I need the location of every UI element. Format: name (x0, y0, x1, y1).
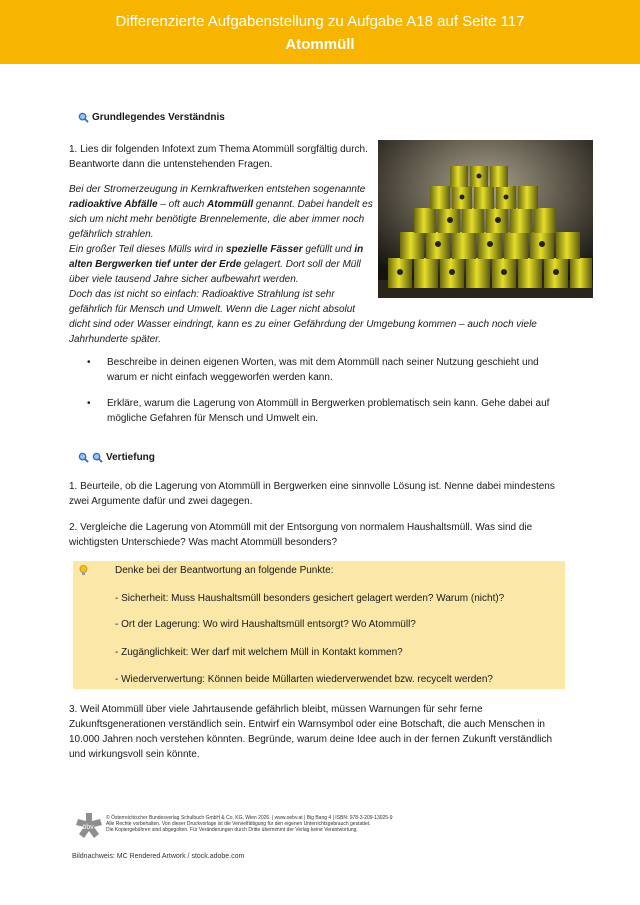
image-credit: Bildnachweis: MC Rendered Artwork / stock.adobe.com (72, 853, 245, 860)
lightbulb-icon (79, 565, 88, 577)
bullet-item (107, 396, 552, 426)
header-subtitle: Atommüll (285, 36, 355, 53)
info-line: alten Bergwerken tief unter der Erde gelagert. Dort soll der Müll (69, 259, 361, 270)
section-basic-label: Grundlegendes Verständnis (92, 112, 225, 123)
question-line: wichtigsten Unterschiede? Was macht Atommüll besonders? (69, 537, 338, 548)
info-line: über viele tausend Jahre sicher aufbewahrt werden. (69, 274, 299, 285)
intro-line: 1. Lies dir folgenden Infotext zum Thema Atommüll sorgfältig durch. (69, 144, 368, 155)
task3-line: und wirkungsvoll sein könnte. (69, 749, 200, 760)
copyright-line: Alle Rechte vorbehalten. Von dieser Druckvorlage ist die Vervielfältigung für den eigenen Unterrichtsgebrauch gestattet. (106, 821, 371, 827)
magnifier-icon (92, 452, 103, 463)
question-line: 1. Beurteile, ob die Lagerung von Atommüll in Bergwerken eine sinnvolle Lösung ist. Nenne dabei mindestens (69, 481, 555, 492)
info-line: sich um nicht mehr benötigte Brennelemente, die aber immer noch (69, 214, 365, 225)
hint-point: - Sicherheit: Muss Haushaltsmüll besonders gesichert gelagert werden? Warum (nicht)? (115, 593, 505, 604)
info-line: radioaktive Abfälle – oft auch Atommüll genannt. Dabei handelt es (69, 199, 373, 210)
copyright-line: © Österreichischer Bundesverlag Schulbuch GmbH & Co. KG, Wien 2026. | www.oebv.at | Big Bang 4 | ISBN: 978-3-209-13025-9 (106, 815, 393, 821)
task3-line: 3. Weil Atommüll über viele Jahrtausende gefährlich bleibt, müssen Warnungen für sehr ferne (69, 704, 483, 715)
page-header (0, 0, 640, 64)
bullet-line: Beschreibe in deinen eigenen Worten, was mit dem Atommüll nach seiner Nutzung geschieht und (107, 357, 539, 368)
info-line: gefährlich für Mensch und Umwelt. Wenn die Lager nicht absolut (69, 304, 356, 315)
bullet-line: mögliche Gefahren für Mensch und Umwelt ein. (107, 413, 319, 424)
hint-heading: Denke bei der Beantwortung an folgende Punkte: (115, 565, 334, 576)
hint-box (73, 561, 565, 689)
task1-intro (69, 142, 368, 172)
task2-q1 (69, 479, 555, 509)
hint-point: - Wiederverwertung: Können beide Müllarten wiederverwendet bzw. recycelt werden? (115, 674, 493, 685)
section-deepening-title (78, 452, 155, 463)
info-line: gefährlich strahlen. (69, 229, 154, 240)
section-deepening-label: Vertiefung (106, 452, 155, 463)
info-line: dicht sind oder Wasser eindringt, kann es zu einer Gefährdung der Umgebung kommen – auch noch viele (69, 319, 537, 330)
bullet-item (107, 355, 552, 385)
hint-point: - Ort der Lagerung: Wo wird Haushaltsmüll entsorgt? Wo Atommüll? (115, 619, 416, 630)
bullet-dot: • (87, 398, 91, 409)
header-title: Differenzierte Aufgabenstellung zu Aufgabe A18 auf Seite 117 (115, 13, 525, 30)
svg-text:öbv: öbv (82, 824, 94, 831)
info-line: Doch das ist nicht so einfach: Radioaktive Strahlung ist sehr (69, 289, 335, 300)
task2-q2 (69, 520, 532, 550)
bullet-dot: • (87, 357, 91, 368)
nuclear-barrels-image (378, 140, 593, 298)
question-line: zwei Argumente dafür und zwei dagegen. (69, 496, 253, 507)
copyright-line: Die Kopiergebühren sind abgegolten. Für Veränderungen durch Dritte übernimmt der Verlag keine Verantwortung. (106, 827, 358, 833)
info-line: Bei der Stromerzeugung in Kernkraftwerken entstehen sogenannte (69, 184, 366, 195)
task3-line: 10.000 Jahren noch verstehen könnten. Begründe, warum deine Idee auch in der fernen Zukunft verständlich (69, 734, 553, 745)
copyright-text (106, 815, 393, 833)
question-line: 2. Vergleiche die Lagerung von Atommüll mit der Entsorgung von normalem Haushaltsmüll. Was sind die (69, 522, 533, 533)
hint-point: - Zugänglichkeit: Wer darf mit welchem Müll in Kontakt kommen? (115, 647, 403, 658)
publisher-logo (76, 813, 102, 841)
bullet-line: Erkläre, warum die Lagerung von Atommüll in Bergwerken problematisch sein kann. Gehe dabei auf (107, 398, 550, 409)
task3 (69, 702, 552, 762)
info-line: Ein großer Teil dieses Mülls wird in spezielle Fässer gefüllt und in (69, 244, 364, 255)
bullet-line: warum er nicht einfach weggeworfen werden kann. (107, 372, 333, 383)
magnifier-icon (78, 452, 89, 463)
info-line: Jahrhunderte später. (69, 334, 161, 345)
intro-line: Beantworte dann die untenstehenden Fragen. (69, 159, 273, 170)
task3-line: Zukunftsgenerationen verständlich sein. Entwirf ein Warnsymbol oder eine Botschaft, die auch Menschen in (69, 719, 545, 730)
section-basic-title (78, 112, 225, 123)
magnifier-icon (78, 112, 89, 123)
